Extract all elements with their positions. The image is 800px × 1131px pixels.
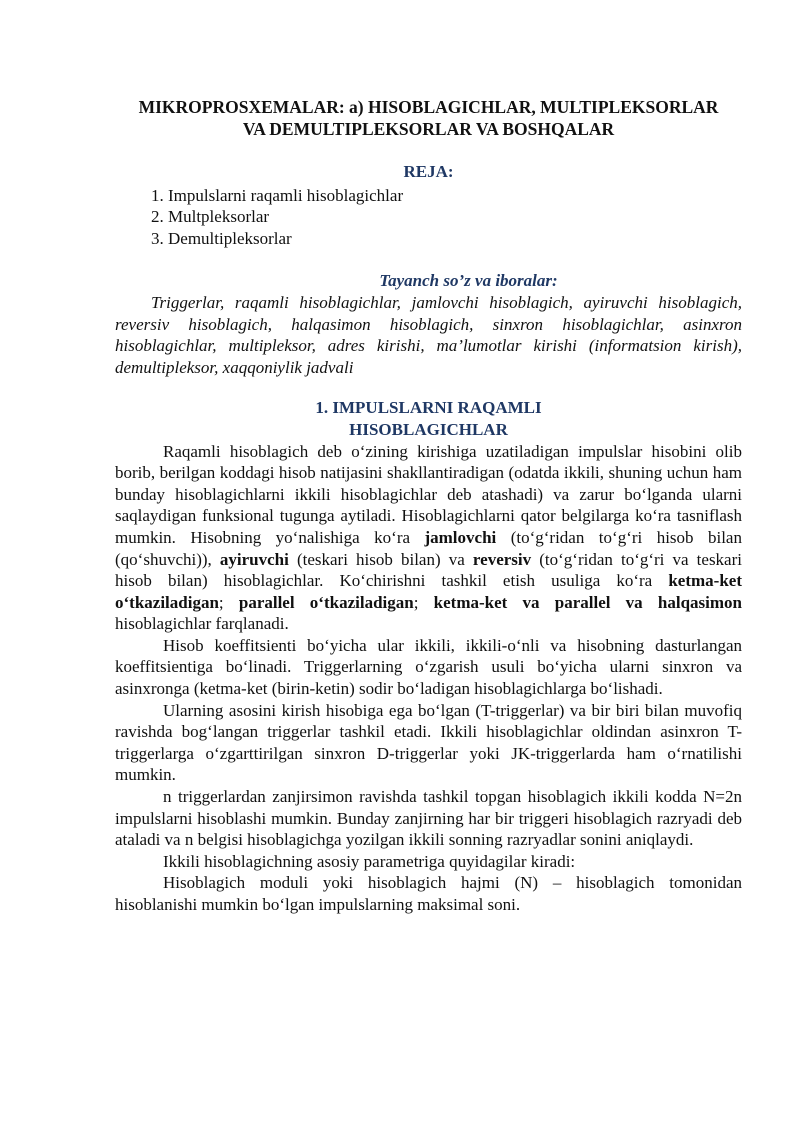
paragraph-4: n triggerlardan zanjirsimon ravishda tashkil topgan hisoblagich ikkili kodda N=2n impulslarni hisoblashi mumkin. Bunday zanjirning har bir triggeri hisoblagich razryadi deb ataladi va n belgisi hisoblagichga yozilgan ikkili sonning razryadlar sonini aniqlaydi.	[115, 787, 742, 850]
plan-item: 3. Demultipleksorlar	[151, 228, 292, 248]
plan-heading: REJA:	[403, 162, 454, 181]
text-run: (toʻgʻridan toʻgʻri va teskari hisob bilan) hisoblagichlar. Koʻchirishni tashkil etish usuliga koʻra	[115, 549, 742, 591]
text-run: (teskari hisob bilan) va	[288, 549, 473, 569]
plan-list	[115, 185, 742, 250]
bold-term-reversiv: reversiv	[472, 549, 532, 569]
bold-term-jamlovchi: jamlovchi	[424, 527, 497, 547]
bold-term-halqasimon: ketma-ket va parallel va halqasimon	[433, 592, 742, 612]
text-run: hisoblagichlar farqlanadi.	[115, 614, 289, 634]
paragraph-1	[115, 441, 742, 635]
plan-item: 1. Impulslarni raqamli hisoblagichlar	[151, 185, 404, 205]
bold-term-ketma-ket: ketma-ket oʻtkaziladigan	[115, 571, 742, 612]
paragraph-2: Hisob koeffitsienti boʻyicha ular ikkili, ikkili-oʻnli va hisobning dasturlangan koeffitsientiga boʻlinadi. Triggerlarning oʻzgarish usuli boʻyicha ularni sinxron va asinxronga (ketma-ket (birin-ketin) sodir boʻladigan hisoblagichlarga boʻlishadi.	[115, 635, 742, 699]
keywords-heading: Tayanch so’z va iboralar:	[379, 271, 558, 291]
page-title	[115, 96, 742, 140]
paragraph-3: Ularning asosini kirish hisobiga ega boʻlgan (T-triggerlar) va bir biri bilan muvofiq ravishda bogʻlangan triggerlar tashkil etadi. Ikkili hisoblagichlar oldindan asinxron T-triggerlarga oʻzgarttirilgan sinxron D-triggerlar yoki JK-triggerlarda ham oʻrnatilishi mumkin.	[115, 700, 742, 785]
plan-item: 2. Multpleksorlar	[151, 207, 270, 227]
text-run: ;	[413, 592, 434, 612]
title-line-2: VA DEMULTIPLEKSORLAR VA BOSHQALAR	[242, 119, 615, 139]
bold-term-ayiruvchi: ayiruvchi	[219, 549, 289, 569]
keywords-text: Triggerlar, raqamli hisoblagichlar, jamlovchi hisoblagich, ayiruvchi hisoblagich, reversiv hisoblagich, halqasimon hisoblagich, sinxron hisoblagichlar, asinxron hisoblagichlar, multipleksor, adres kirishi, ma’lumotlar kirishi (informatsion kirish), demultipleksor, xaqqoniylik jadvali	[115, 292, 742, 377]
bold-term-parallel: parallel oʻtkaziladigan	[238, 592, 414, 612]
title-line-1: MIKROPROSXEMALAR: a) HISOBLAGICHLAR, MULTIPLEKSORLAR	[138, 97, 719, 117]
text-run: Raqamli hisoblagich deb oʻzining kirishiga uzatiladigan impulslar hisobini olib borib, berilgan koddagi hisob natijasini shakllantiradigan (odatda ikkili, shuning uchun ham bunday hisoblagichlarni ikkili hisoblagichlar deb atashadi) va zarur boʻlganda ularni saqlaydigan funksional tugunga aytiladi. Hisoblagichlarni qator belgilarga koʻra tasniflash mumkin. Hisobning yoʻnalishiga koʻra	[115, 441, 742, 547]
section-heading	[115, 397, 742, 440]
section-heading-line-2: HISOBLAGICHLAR	[349, 419, 508, 439]
text-run: ;	[218, 592, 239, 612]
paragraph-5: Ikkili hisoblagichning asosiy parametriga quyidagilar kiradi:	[163, 851, 576, 871]
text-run: (toʻgʻridan toʻgʻri hisob bilan (qoʻshuvchi)),	[115, 527, 742, 569]
paragraph-6: Hisoblagich moduli yoki hisoblagich hajmi (N) – hisoblagich tomonidan hisoblanishi mumkin boʻlgan impulslarning maksimal soni.	[115, 873, 742, 914]
document-page	[115, 96, 742, 916]
section-heading-line-1: 1. IMPULSLARNI RAQAMLI	[315, 398, 542, 418]
